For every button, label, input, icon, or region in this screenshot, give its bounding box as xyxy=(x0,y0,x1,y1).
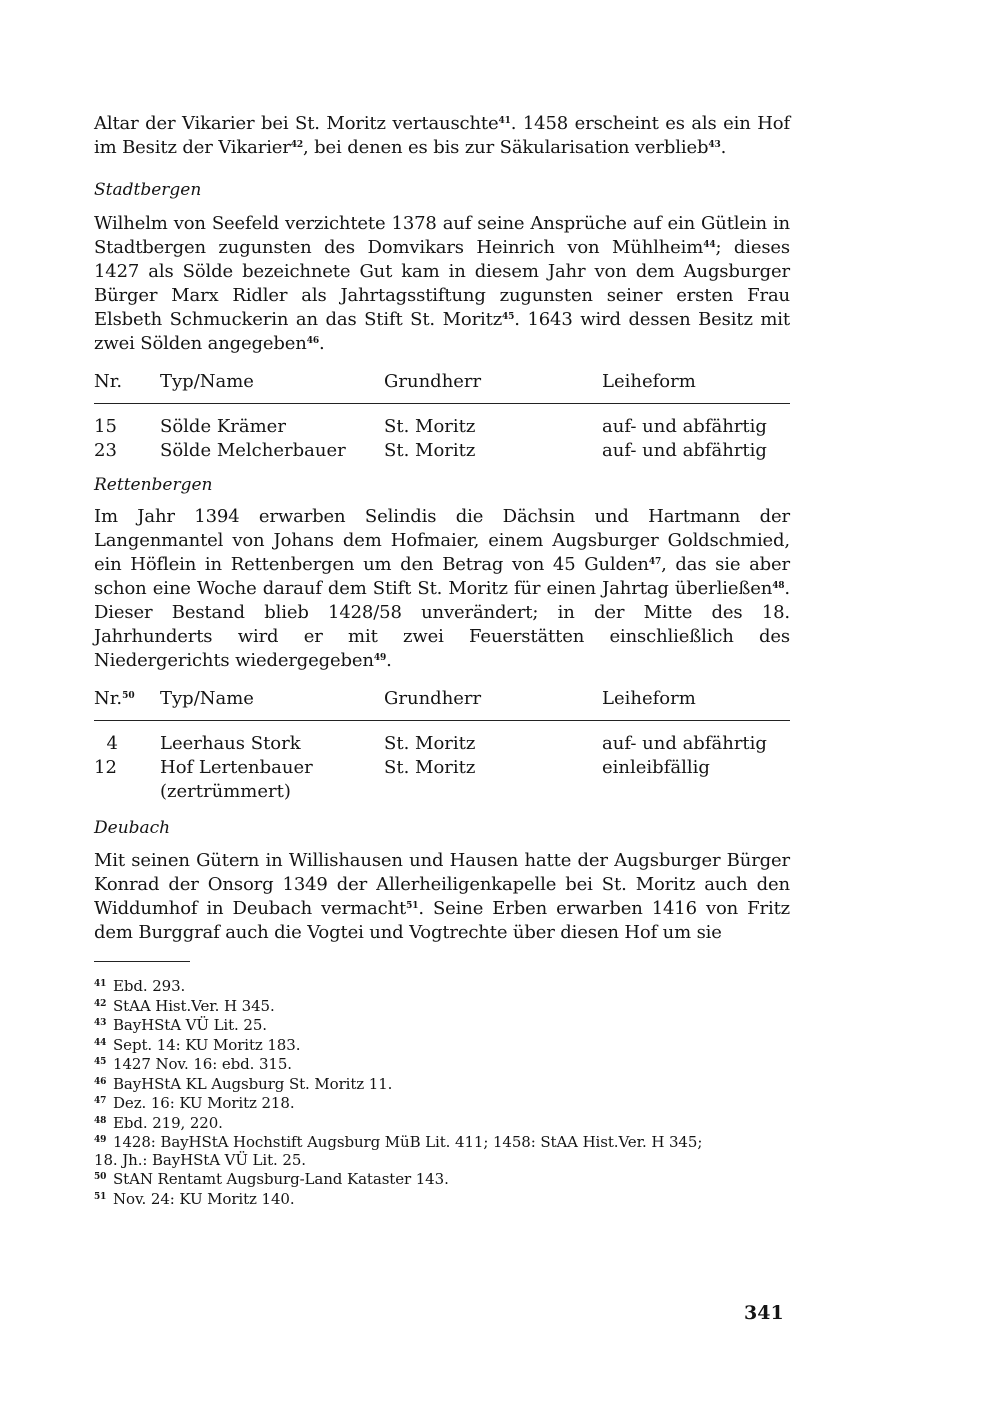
col-header-typ: Typ/Name xyxy=(160,370,384,404)
footnote-continuation: 18. Jh.: BayHStA VÜ Lit. 25. xyxy=(94,1150,306,1169)
footnotes xyxy=(94,976,790,1208)
stadtbergen-paragraph: Wilhelm von Seefeld verzichtete 1378 auf seine Ansprüche auf ein Gütlein in Stadtbergen zugunsten des Domvikars Heinrich von Mühlheim$^{44}$; dieses 1427 als Sölde bezeichnete Gut kam in diesem Jahr von dem Augsburger Bürger Marx Ridler als Jahrtagsstiftung zugunsten seiner ersten Frau Elsbeth Schmuckerin an das Stift St. Moritz$^{45}$. 1643 wird dessen Besitz mit zwei Sölden angegeben$^{46}$. xyxy=(94,213,790,354)
footnote: 51 Nov. 24: KU Moritz 140. xyxy=(94,1189,295,1208)
col-header-grundherr: Grundherr xyxy=(384,370,602,404)
footnote: 44 Sept. 14: KU Moritz 183. xyxy=(94,1035,301,1054)
section-heading-rettenbergen: Rettenbergen xyxy=(94,475,213,495)
table-row: 4 Leerhaus Stork St. Moritz auf- und abfährtig xyxy=(106,733,767,754)
col-header-typ: Typ/Name xyxy=(160,687,384,721)
table-row: 23 Sölde Melcherbauer St. Moritz auf- und abfährtig xyxy=(94,440,767,461)
rettenbergen-paragraph: Im Jahr 1394 erwarben Selindis die Dächsin und Hartmann der Langenmantel von Johans dem Hofmaier, einem Augsburger Goldschmied, ein Höflein in Rettenbergen um den Betrag von 45 Gulden$^{47}$, das sie aber schon eine Woche darauf dem Stift St. Moritz für einen Jahrtag überließen$^{48}$. Dieser Bestand blieb 1428/58 unverändert; in der Mitte des 18. Jahrhunderts wird er mit zwei Feuerstätten einschließlich des Niedergerichts wiedergegeben$^{49}$. xyxy=(94,506,791,671)
table-row: 15 Sölde Krämer St. Moritz auf- und abfährtig xyxy=(94,416,767,437)
table-row: 12 Hof Lertenbauer (zertrümmert) St. Moritz einleibfällig xyxy=(94,757,710,802)
col-header-grundherr: Grundherr xyxy=(384,687,602,721)
col-header-nr: Nr.$^{50}$ xyxy=(94,687,160,721)
section-heading-stadtbergen: Stadtbergen xyxy=(94,180,202,200)
intro-paragraph: Altar der Vikarier bei St. Moritz vertauschte$^{41}$. 1458 erscheint es als ein Hof im Besitz der Vikarier$^{42}$, bei denen es bis zur Säkularisation verblieb$^{43}$. xyxy=(94,113,790,158)
page-number: 341 xyxy=(744,1302,784,1324)
col-header-leiheform: Leiheform xyxy=(602,370,790,404)
footnote: 50 StAN Rentamt Augsburg-Land Kataster 143. xyxy=(94,1170,449,1188)
footnote: 41 Ebd. 293. xyxy=(94,977,186,995)
section-heading-deubach: Deubach xyxy=(94,818,171,838)
rettenbergen-table xyxy=(94,687,790,804)
footnote: 46 BayHStA KL Augsburg St. Moritz 11. xyxy=(94,1074,393,1093)
footnote: 47 Dez. 16: KU Moritz 218. xyxy=(94,1094,295,1112)
footnote: 49 1428: BayHStA Hochstift Augsburg MüB Lit. 411; 1458: StAA Hist.Ver. H 345; xyxy=(94,1133,703,1151)
col-header-nr: Nr. xyxy=(94,370,160,404)
deubach-paragraph: Mit seinen Gütern in Willishausen und Hausen hatte der Augsburger Bürger Konrad der Onsorg 1349 der Allerheiligenkapelle bei St. Moritz auch den Widdumhof in Deubach vermacht$^{51}$. Seine Erben erwarben 1416 von Fritz dem Burggraf auch die Vogtei und Vogtrechte über diesen Hof um sie xyxy=(94,850,790,943)
footnote-separator xyxy=(94,961,190,962)
col-header-leiheform: Leiheform xyxy=(602,687,790,721)
footnote: 45 1427 Nov. 16: ebd. 315. xyxy=(94,1055,292,1073)
footnote: 42 StAA Hist.Ver. H 345. xyxy=(94,996,275,1015)
page-body xyxy=(94,112,790,1208)
footnote: 43 BayHStA VÜ Lit. 25. xyxy=(94,1016,267,1034)
stadtbergen-table xyxy=(94,370,790,463)
footnote: 48 Ebd. 219, 220. xyxy=(94,1113,223,1132)
